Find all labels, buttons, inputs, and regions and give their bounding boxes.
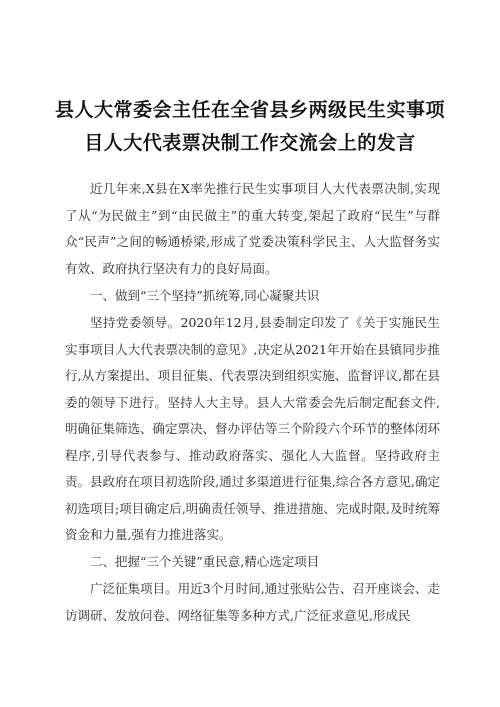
document-title-line-2: 目人大代表票决制工作交流会上的发言 (84, 132, 416, 154)
section-1-paragraph: 坚持党委领导。2020年12月,县委制定印发了《关于实施民生实事项目人大代表票决制的意见》,决定从2021年开始在县镇同步推行,从方案提出、项目征集、代表票决到组织实施、监督评议,都在县委的领导下进行。坚持人大主导。县人大常委会先后制定配套文件,明确征集筛选、确定票决、督办评估等三个阶段六个环节的整体闭环程序,引导代表参与、推动政府落实、强化人大监督。坚持政府主责。县政府在项目初选阶段,通过多渠道进行征集,综合各方意见,确定初选项目;项目确定后,明确责任领导、推进措施、完成时限,及时统筹资金和力量,强有力推进落实。 (65, 315, 441, 542)
section-heading-1: 一、做到“三个坚持”抓统筹,同心凝聚共识 (90, 288, 320, 303)
section-2-paragraph: 广泛征集项目。用近3个月时间,通过张贴公告、召开座谈会、走访调研、发放问卷、网络征集等多种方式,广泛征求意见,形成民 (65, 581, 440, 623)
document-title-line-1: 县人大常委会主任在全省县乡两级民生实事项 (54, 99, 445, 121)
section-heading-2: 二、把握“三个关键”重民意,精心选定项目 (90, 554, 320, 569)
intro-paragraph: 近几年来,X县在X率先推行民生实事项目人大代表票决制,实现了从“为民做主”到“由民做主”的重大转变,架起了政府“民生”与群众“民声”之间的畅通桥梁,形成了党委决策科学民主、人大监督务实有效、政府执行坚决有力的良好局面。 (65, 181, 440, 276)
